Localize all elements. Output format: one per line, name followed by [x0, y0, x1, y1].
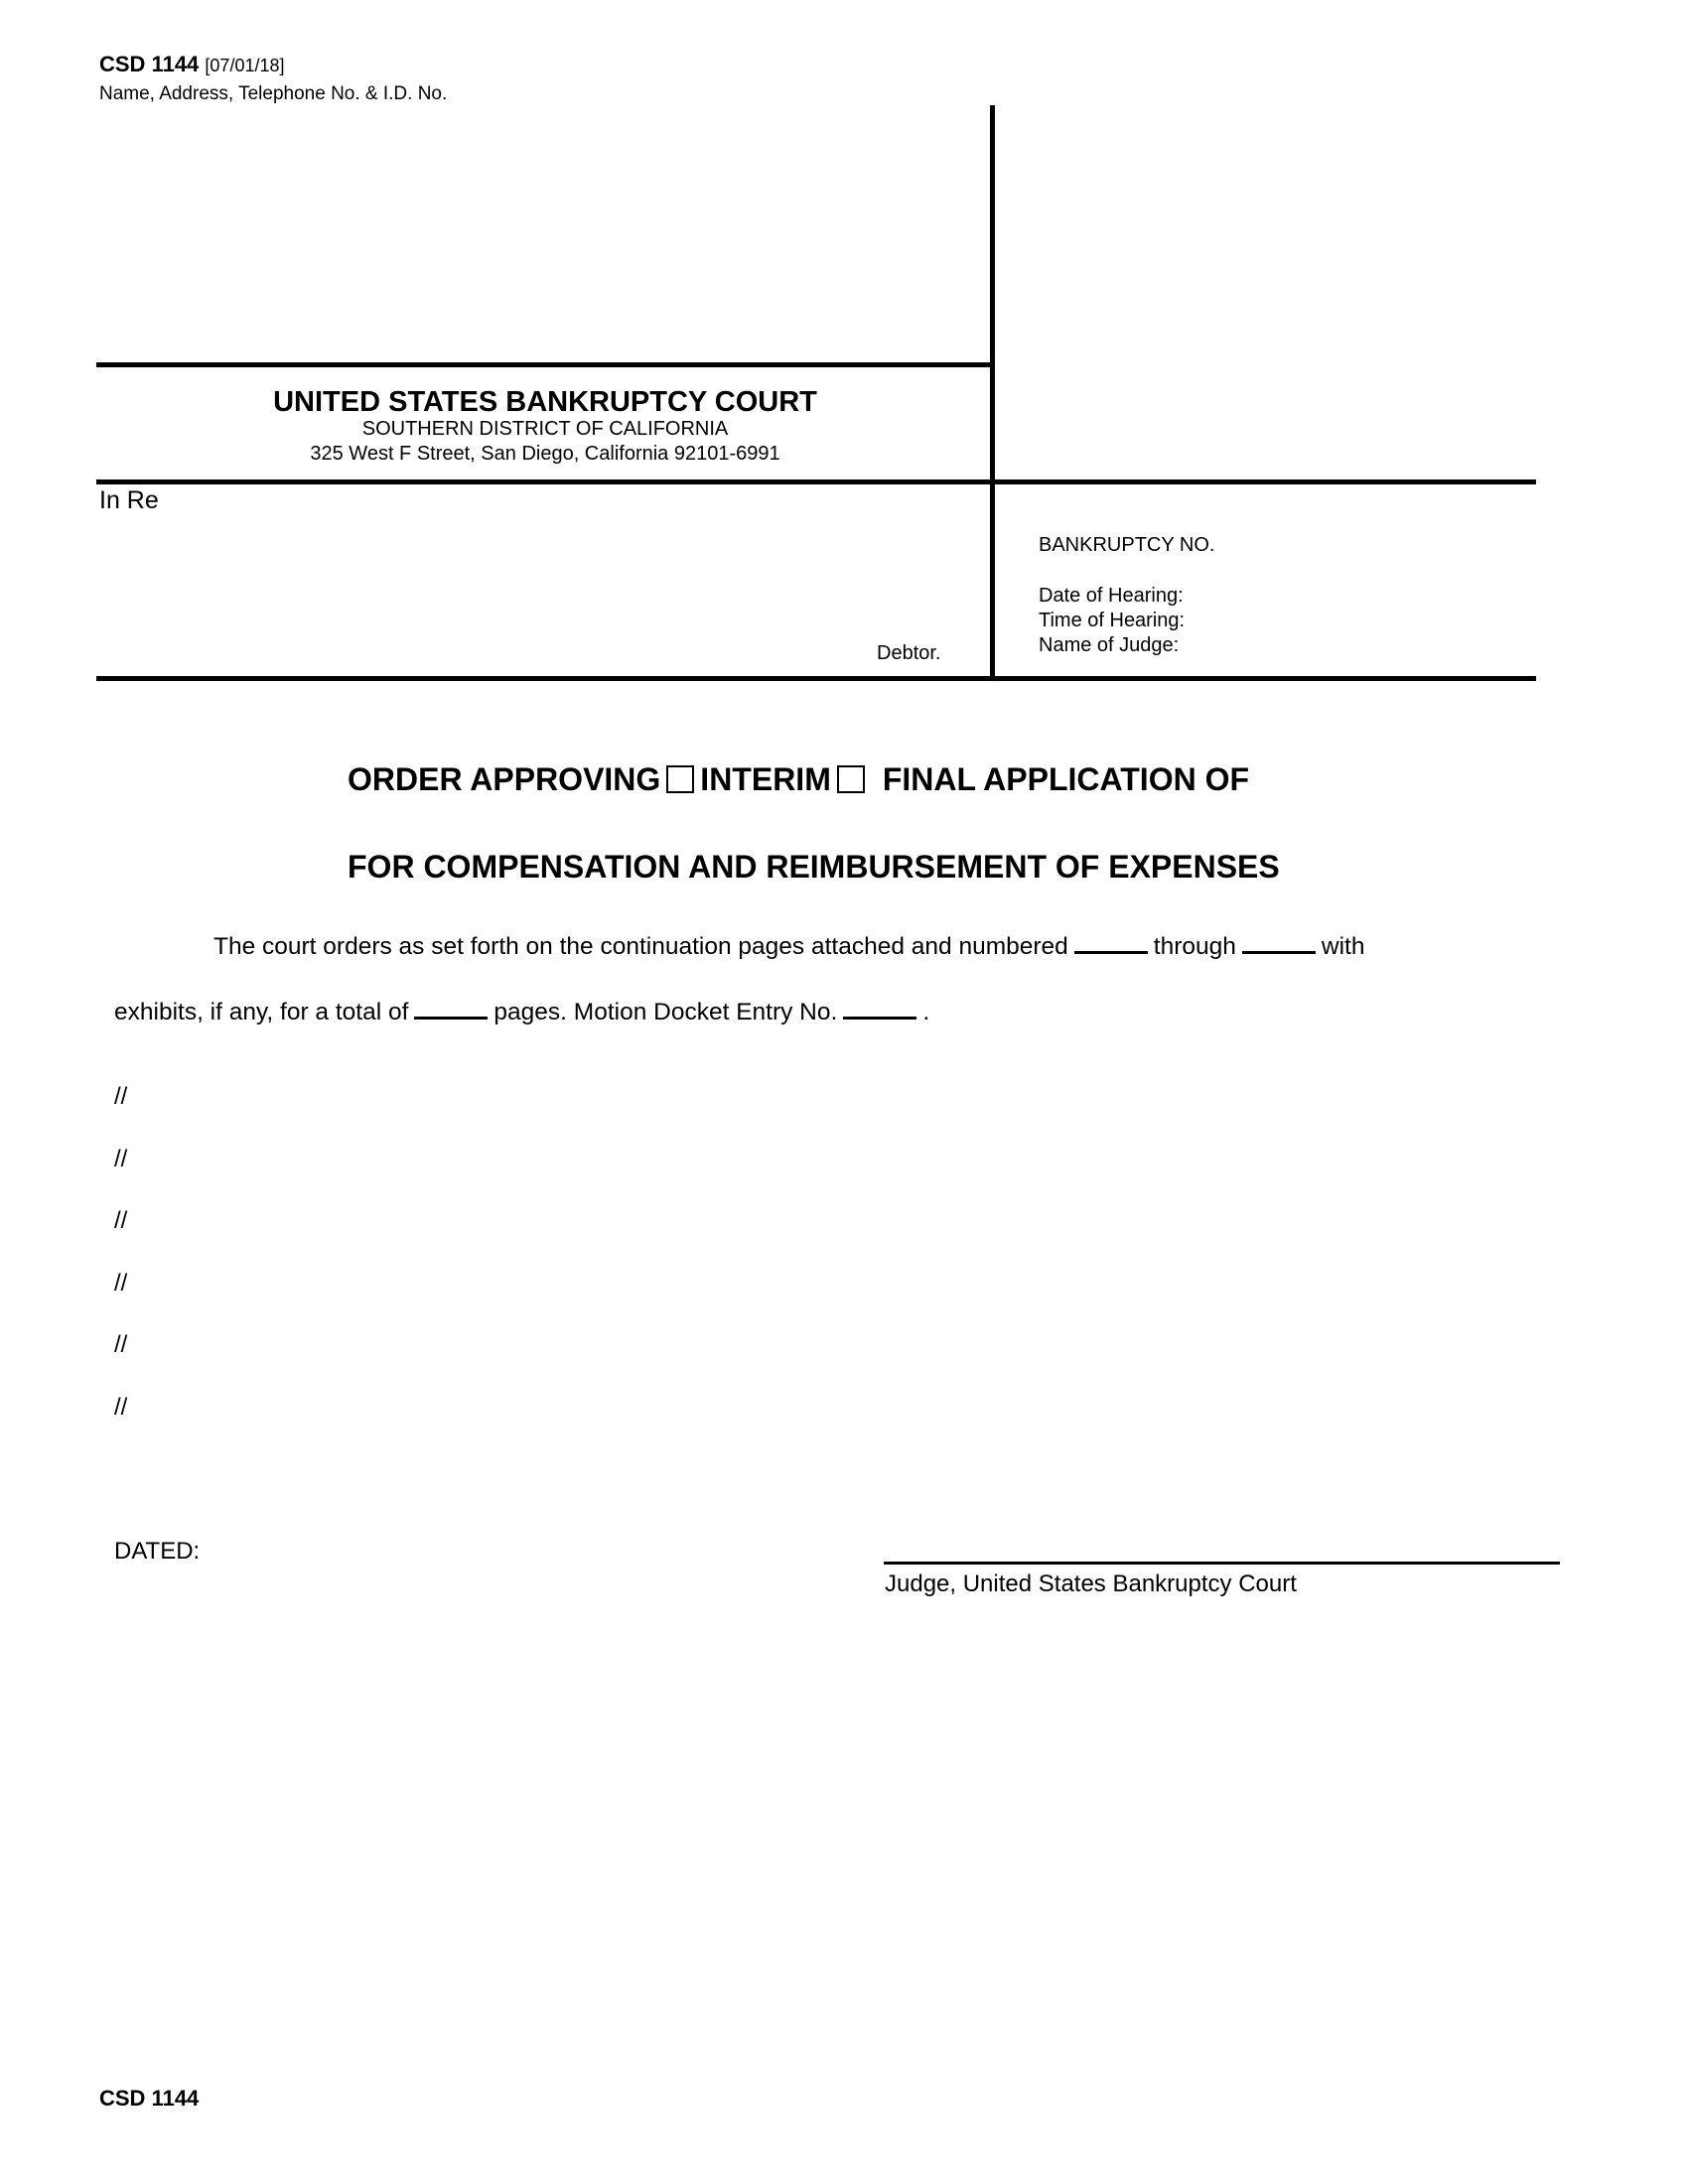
continuation-slash: //	[114, 1083, 128, 1110]
final-checkbox[interactable]	[837, 765, 865, 793]
debtor-label: Debtor.	[877, 642, 941, 664]
court-title: UNITED STATES BANKRUPTCY COURT	[273, 386, 817, 418]
in-re-label: In Re	[99, 486, 159, 514]
divider-top	[96, 362, 995, 367]
form-header	[99, 52, 285, 77]
order-title-part1: ORDER APPROVING	[348, 761, 661, 797]
court-address: 325 West F Street, San Diego, California 92101-6991	[310, 443, 780, 465]
continuation-slash: //	[114, 1331, 128, 1358]
form-id: CSD 1144	[99, 52, 200, 76]
interim-checkbox[interactable]	[666, 765, 694, 793]
judge-label: Judge, United States Bankruptcy Court	[885, 1570, 1297, 1597]
bankruptcy-no-label: BANKRUPTCY NO.	[1039, 534, 1215, 556]
body-text: through	[1153, 933, 1236, 960]
interim-label: INTERIM	[700, 761, 831, 797]
body-paragraph-line2	[114, 999, 929, 1026]
total-pages-blank[interactable]	[414, 1016, 488, 1020]
continuation-slash: //	[114, 1394, 128, 1421]
continuation-slash: //	[114, 1207, 128, 1234]
dated-label: DATED:	[114, 1538, 201, 1565]
form-revision: [07/01/18]	[205, 56, 285, 75]
body-paragraph-line1	[213, 933, 1364, 961]
start-page-blank[interactable]	[1074, 950, 1148, 954]
body-text: pages. Motion Docket Entry No.	[493, 999, 838, 1025]
body-text: exhibits, if any, for a total of	[114, 999, 409, 1025]
final-label: FINAL APPLICATION OF	[882, 761, 1250, 797]
vertical-divider	[990, 105, 995, 681]
order-title-line1	[348, 761, 1249, 798]
footer-form-id: CSD 1144	[99, 2086, 200, 2111]
docket-entry-blank[interactable]	[843, 1016, 916, 1020]
end-page-blank[interactable]	[1242, 950, 1316, 954]
body-text: .	[922, 999, 930, 1025]
divider-bottom	[96, 676, 1536, 681]
name-of-judge-label: Name of Judge:	[1039, 634, 1180, 656]
continuation-slash: //	[114, 1270, 128, 1297]
continuation-slash: //	[114, 1146, 128, 1172]
time-of-hearing-label: Time of Hearing:	[1039, 610, 1186, 631]
body-text: The court orders as set forth on the continuation pages attached and numbered	[213, 933, 1068, 960]
date-of-hearing-label: Date of Hearing:	[1039, 585, 1184, 607]
order-title-line2: FOR COMPENSATION AND REIMBURSEMENT OF EXPENSES	[348, 849, 1280, 885]
court-district: SOUTHERN DISTRICT OF CALIFORNIA	[361, 418, 729, 440]
body-text: with	[1321, 933, 1365, 960]
signature-line[interactable]	[884, 1562, 1560, 1565]
filer-label: Name, Address, Telephone No. & I.D. No.	[99, 83, 448, 104]
divider-middle	[96, 479, 1536, 484]
